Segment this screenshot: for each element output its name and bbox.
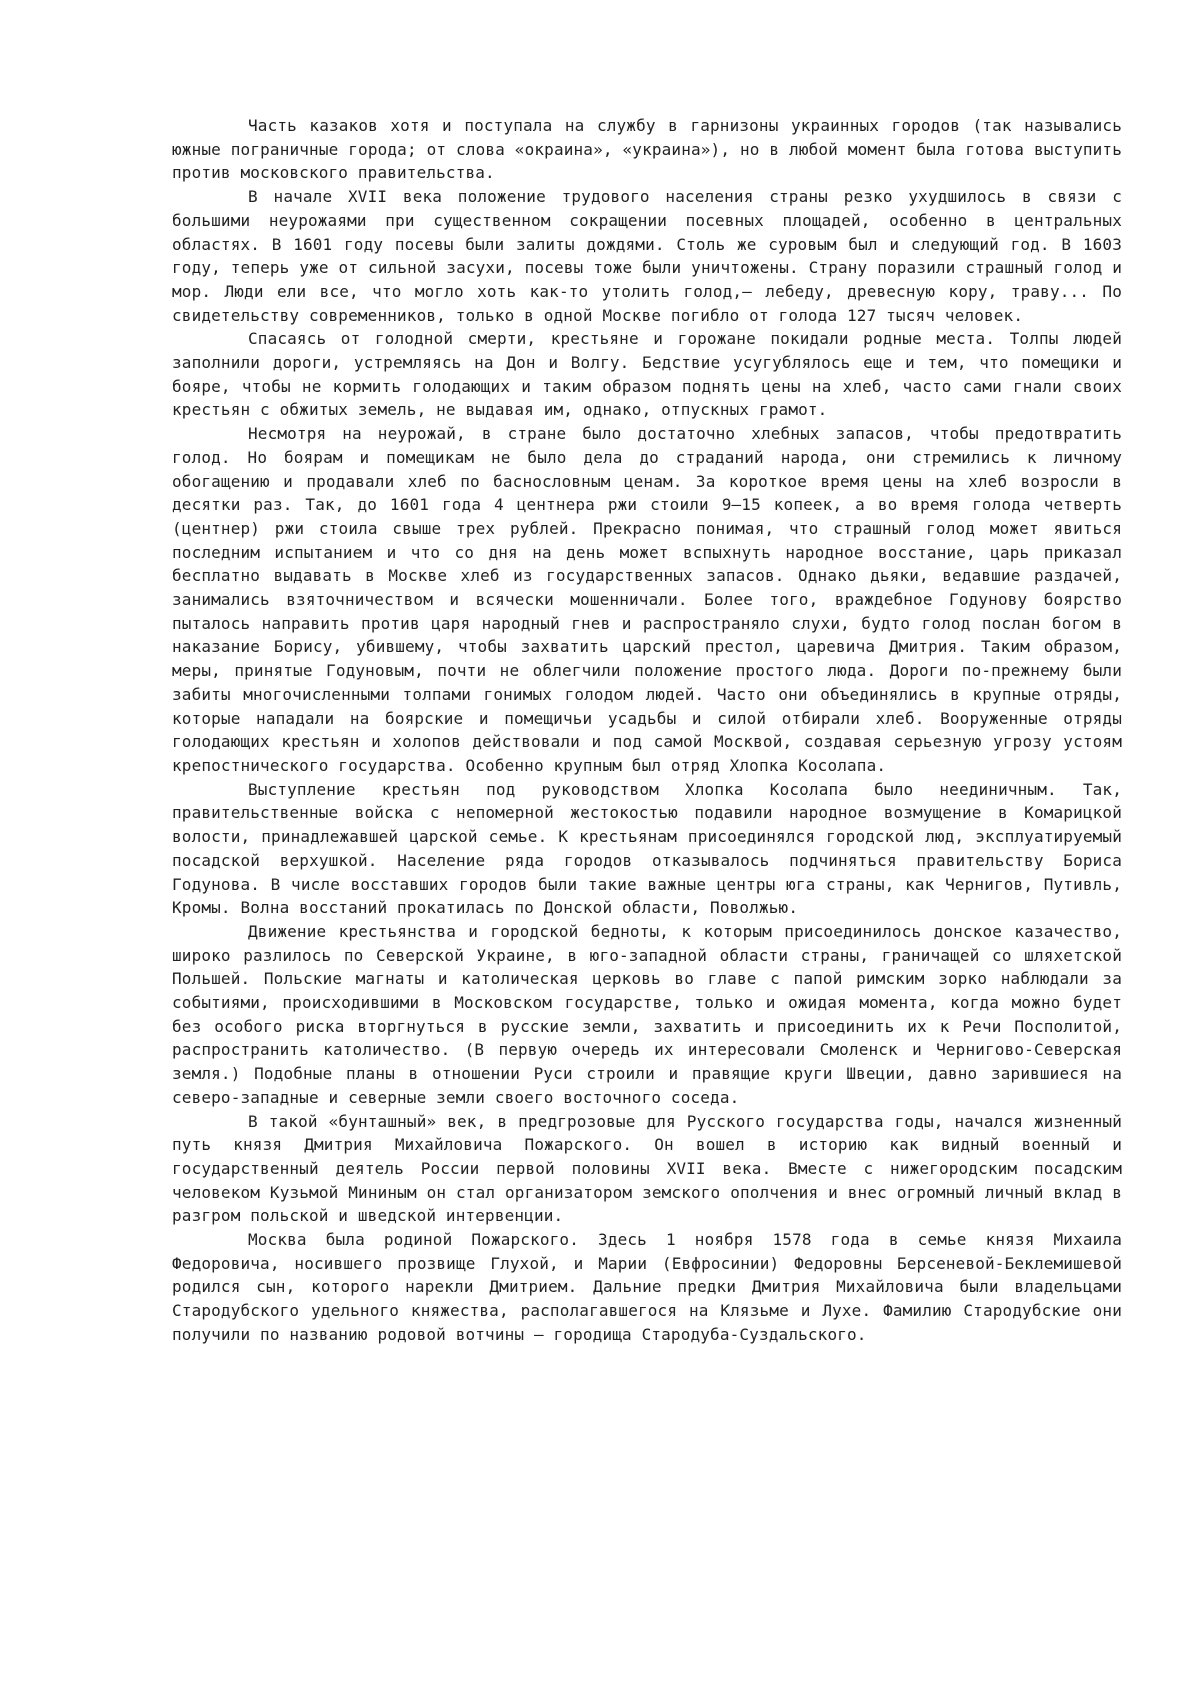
paragraph-7: В такой «бунташный» век, в предгрозовые для Русского государства годы, начался жизненный путь князя Дмитрия Михайловича Пожарского. Он вошел в историю как видный военный и государственный деятель России первой половины XVII века. Вместе с нижегородским посадским человеком Кузьмой Мининым он стал организатором земского ополчения и внес огромный личный вклад в разгром польской и шведской интервенции. <box>172 1111 1122 1226</box>
paragraph-5: Выступление крестьян под руководством Хлопка Косолапа было неединичным. Так, правительственные войска с непомерной жестокостью подавили народное возмущение в Комарицкой волости, принадлежавшей царской семье. К крестьянам присоединялся городской люд, эксплуатируемый посадской верхушкой. Население ряда городов отказывалось подчиняться правительству Бориса Годунова. В числе восставших городов были такие важные центры юга страны, как Чернигов, Путивль, Кромы. Волна восстаний прокатилась по Донской области, Поволжью. <box>172 779 1122 918</box>
paragraph-2: В начале XVII века положение трудового населения страны резко ухудшилось в связи с большими неурожаями при существенном сокращении посевных площадей, особенно в центральных областях. В 1601 году посевы были залиты дождями. Столь же суровым был и следующий год. В 1603 году, теперь уже от сильной засухи, посевы тоже были уничтожены. Страну поразили страшный голод и мор. Люди ели все, что могло хоть как-то утолить голод,— лебеду, древесную кору, траву... По свидетельству современников, только в одной Москве погибло от голода 127 тысяч человек. <box>172 187 1122 325</box>
paragraph-8: Москва была родиной Пожарского. Здесь 1 ноября 1578 года в семье князя Михаила Федоровича, носившего прозвище Глухой, и Марии (Евфросинии) Федоровны Берсеневой-Беклемишевой родился сын, которого нарекли Дмитрием. Дальние предки Дмитрия Михайловича были владельцами Стародубского удельного княжества, располагавшегося на Клязьме и Лухе. Фамилию Стародубские они получили по названию родовой вотчины — городища Стародуба-Суздальского. <box>172 1230 1122 1344</box>
paragraph-6: Движение крестьянства и городской бедноты, к которым присоединилось донское казачество, широко разлилось по Северской Украине, в юго-западной области страны, граничащей со шляхетской Польшей. Польские магнаты и католическая церковь во главе с папой римским зорко наблюдали за событиями, происходившими в Московском государстве, только и ожидая момента, когда можно будет без особого риска вторгнуться в русские земли, захватить и присоединить их к Речи Посполитой, распространить католичество. (В первую очередь их интересовали Смоленск и Чернигово-Северская земля.) Подобные планы в отношении Руси строили и правящие круги Швеции, давно зарившиеся на северо-западные и северные земли своего восточного соседа. <box>172 921 1122 1107</box>
paragraph-1: Часть казаков хотя и поступала на службу в гарнизоны украинных городов (так назывались южные пограничные города; от слова «окраина», «украина»), но в любой момент была готова выступить против московского правительства. <box>172 116 1122 183</box>
paragraph-3: Спасаясь от голодной смерти, крестьяне и горожане покидали родные места. Толпы людей заполнили дороги, устремляясь на Дон и Волгу. Бедствие усугублялось еще и тем, что помещики и бояре, чтобы не кормить голодающих и таким образом поднять цены на хлеб, часто сами гнали своих крестьян с обжитых земель, не выдавая им, однако, отпускных грамот. <box>172 329 1122 420</box>
paragraph-4: Несмотря на неурожай, в стране было достаточно хлебных запасов, чтобы предотвратить голод. Но боярам и помещикам не было дела до страданий народа, они стремились к личному обогащению и продавали хлеб по баснословным ценам. За короткое время цены на хлеб возросли в десятки раз. Так, до 1601 года 4 центнера ржи стоили 9—15 копеек, а во время голода четверть (центнер) ржи стоила свыше трех рублей. Прекрасно понимая, что страшный голод может явиться последним испытанием и что со дня на день может вспыхнуть народное восстание, царь приказал бесплатно выдавать в Москве хлеб из государственных запасов. Однако дьяки, ведавшие раздачей, занимались взяточничеством и всячески мошенничали. Более того, враждебное Годунову боярство пыталось направить против царя народный гнев и распространяло слухи, будто голод послан богом в наказание Борису, убившему, чтобы захватить царский престол, царевича Дмитрия. Таким образом, меры, принятые Годуновым, почти не облегчили положение простого люда. Дороги по-прежнему были забиты многочисленными толпами гонимых голодом людей. Часто они объединялись в крупные отряды, которые нападали на боярские и помещичьи усадьбы и силой отбирали хлеб. Вооруженные отряды голодающих крестьян и холопов действовали и под самой Москвой, создавая серьезную угрозу устоям крепостнического государства. Особенно крупным был отряд Хлопка Косолапа. <box>172 424 1122 775</box>
body-text <box>172 114 1122 1347</box>
